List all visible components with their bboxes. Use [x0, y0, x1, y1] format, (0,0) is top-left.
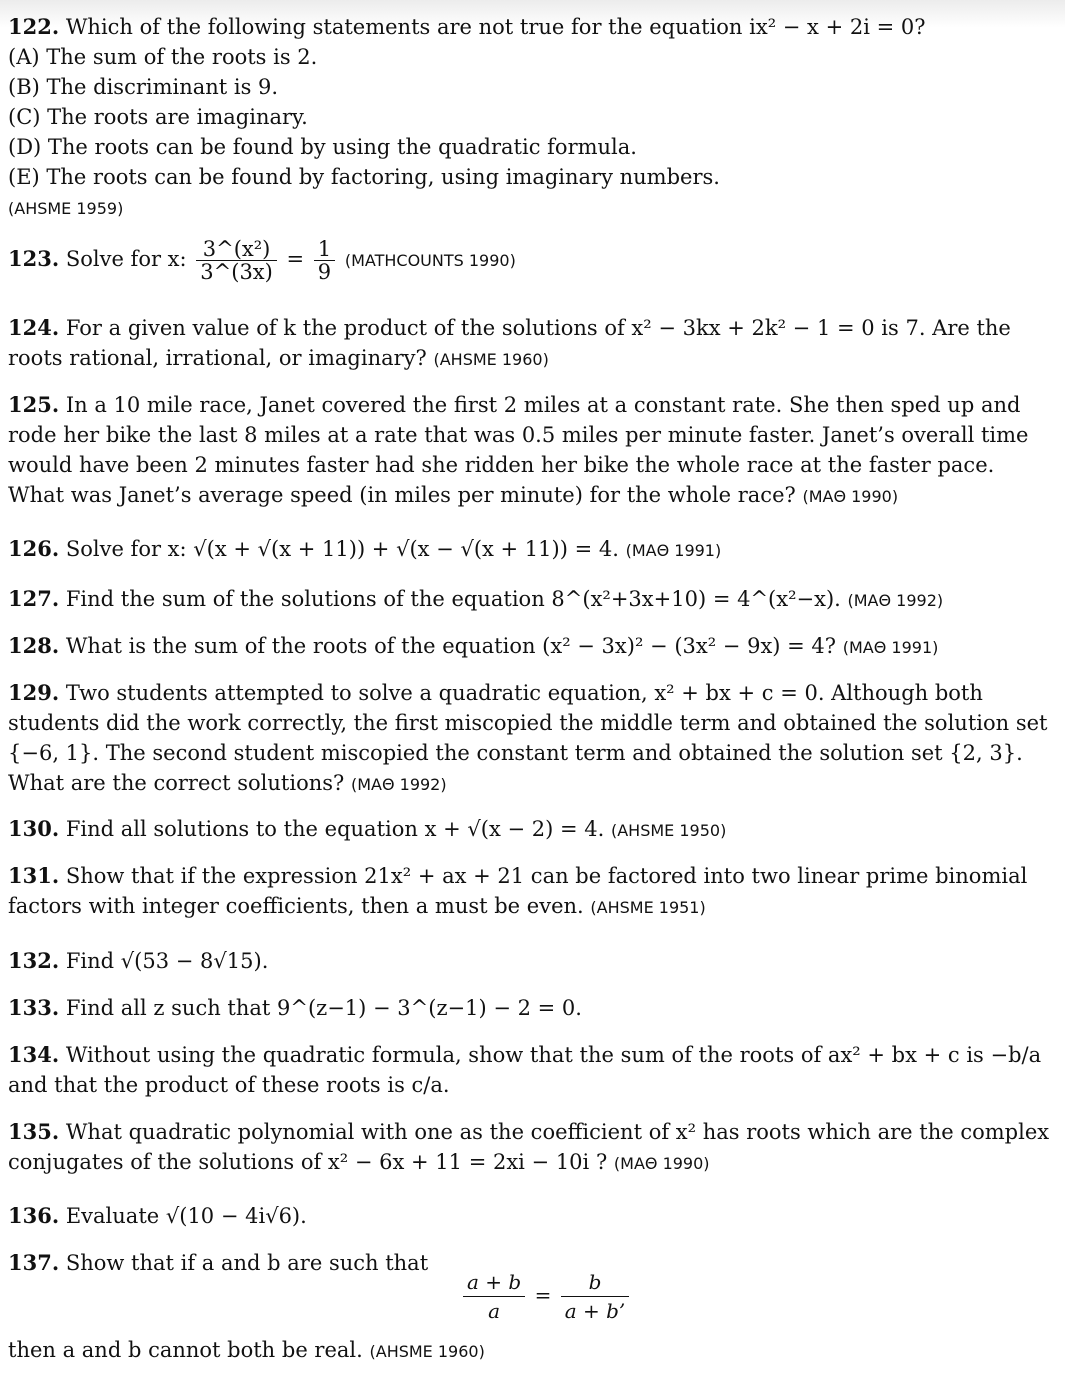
lhs-denominator: a — [488, 1299, 501, 1323]
expression: √(53 − 8√15). — [120, 949, 269, 973]
problem-number: 122. — [8, 14, 60, 39]
problem-source: (MAΘ 1991) — [842, 638, 939, 657]
problem-text: Solve for x: — [65, 247, 187, 271]
problem-number: 132. — [8, 948, 60, 973]
problem-source: (AHSME 1959) — [8, 199, 124, 218]
problem-137-conclusion — [8, 1335, 1053, 1367]
option-e: (E) The roots can be found by factoring, using imaginary numbers. — [8, 165, 720, 189]
problem-source: (MAΘ 1992) — [350, 775, 447, 794]
problem-130 — [8, 814, 1053, 846]
problem-number: 123. — [8, 246, 60, 271]
rhs-numerator: 1 — [314, 238, 335, 261]
option-d: (D) The roots can be found by using the quadratic formula. — [8, 135, 637, 159]
problem-text: Find all solutions to the equation x + √(x − 2) = 4. — [65, 817, 605, 841]
rhs-fraction — [561, 1268, 630, 1325]
problem-number: 131. — [8, 863, 60, 888]
lhs-fraction — [463, 1268, 525, 1325]
option-a: (A) The sum of the roots is 2. — [8, 45, 318, 69]
problem-text: Find the sum of the solutions of the equation — [65, 587, 545, 611]
problem-number: 126. — [8, 536, 60, 561]
problem-text: Two students attempted to solve a quadratic equation, x² + bx + c = 0. Although both students did the work correctly, the first miscopied the middle term and obtained the solution set {−6, 1}. The second student miscopied the constant term and obtained the solution set {2, 3}. What are the correct solutions? — [8, 681, 1048, 795]
problem-text: Find — [65, 949, 115, 973]
problem-132 — [8, 946, 1053, 976]
problem-text: Without using the quadratic formula, show that the sum of the roots of ax² + bx + c is −b/a and that the product of these roots is c/a. — [8, 1043, 1042, 1097]
problem-text: For a given value of k the product of the solutions of x² − 3kx + 2k² − 1 = 0 is 7. Are the roots rational, irrational, or imaginary? — [8, 316, 1011, 370]
problem-number: 137. — [8, 1250, 60, 1275]
lhs-denominator: 3^(3x) — [200, 260, 273, 284]
problem-source: (MATHCOUNTS 1990) — [344, 251, 516, 270]
lhs-fraction — [196, 238, 277, 283]
problem-127 — [8, 584, 1053, 616]
lhs-numerator: a + b — [463, 1268, 525, 1297]
equation: 8^(x²+3x+10) = 4^(x²−x). — [551, 587, 841, 611]
problem-number: 125. — [8, 392, 60, 417]
problem-text: In a 10 mile race, Janet covered the first 2 miles at a constant rate. She then sped up and rode her bike the last 8 miles at a rate that was 0.5 miles per minute faster. Janet’s overall time would have been 2 minutes faster had she ridden her bike the whole race at the faster pace. What was Janet’s average speed (in miles per minute) for the whole race? — [8, 393, 1029, 507]
rhs-numerator: b — [561, 1268, 630, 1297]
problem-text: Show that if the expression 21x² + ax + 21 can be factored into two linear prime binomial factors with integer coefficients, then a must be even. — [8, 864, 1028, 918]
problem-text: Evaluate — [65, 1204, 160, 1228]
problem-text: What quadratic polynomial with one as the coefficient of x² has roots which are the complex conjugates of the solutions of x² − 6x + 11 = 2xi − 10i ? — [8, 1120, 1050, 1174]
problem-number: 130. — [8, 816, 60, 841]
problem-source: (MAΘ 1990) — [613, 1154, 710, 1173]
problem-text: Find all z such that 9^(z−1) − 3^(z−1) − 2 = 0. — [65, 996, 582, 1020]
expression: √(10 − 4i√6). — [165, 1204, 307, 1228]
problem-131 — [8, 861, 1053, 923]
problem-135 — [8, 1117, 1053, 1179]
rhs-denominator: a + b’ — [564, 1299, 626, 1323]
problem-text: Solve for x: — [65, 537, 187, 561]
problem-text: Show that if a and b are such that — [65, 1251, 429, 1275]
problem-128 — [8, 631, 1053, 663]
display-equation: $\frac{a + b}{a}$ = $\frac{b}{a + b’}$ — [460, 1268, 632, 1325]
problem-source: (AHSME 1960) — [433, 350, 549, 369]
problem-number: 135. — [8, 1119, 60, 1144]
problem-number: 124. — [8, 315, 60, 340]
problem-122 — [8, 12, 1053, 224]
problem-124 — [8, 313, 1053, 375]
problem-source: (MAΘ 1992) — [847, 591, 944, 610]
option-b: (B) The discriminant is 9. — [8, 75, 279, 99]
problem-source: (MAΘ 1991) — [625, 541, 722, 560]
problem-source: (AHSME 1951) — [590, 898, 706, 917]
rhs-denominator: 9 — [317, 260, 332, 284]
problem-126 — [8, 534, 1053, 566]
problem-number: 133. — [8, 995, 60, 1020]
problem-number: 136. — [8, 1203, 60, 1228]
problem-123: 123. Solve for x: $\frac{\text{3\textasciicircum{}(x²)}}{3\^{}(3x)}$ = $\frac{1}{9}$ (MATHCOUNTS 1990) — [8, 237, 516, 284]
problem-text-continued: then a and b cannot both be real. — [8, 1338, 363, 1362]
problem-number: 127. — [8, 586, 60, 611]
problem-133 — [8, 993, 1053, 1023]
rhs-fraction — [314, 238, 335, 283]
lhs-numerator: 3^(x²) — [196, 238, 277, 261]
problem-125 — [8, 390, 1053, 512]
problem-134 — [8, 1040, 1053, 1100]
problem-source: (AHSME 1960) — [369, 1342, 485, 1361]
problem-text: What is the sum of the roots of the equation (x² − 3x)² − (3x² − 9x) = 4? — [65, 634, 837, 658]
problem-number: 134. — [8, 1042, 60, 1067]
problem-text: Which of the following statements are not true for the equation ix² − x + 2i = 0? — [65, 15, 926, 39]
problem-source: (MAΘ 1990) — [802, 487, 899, 506]
problem-number: 129. — [8, 680, 60, 705]
problem-source: (AHSME 1950) — [610, 821, 727, 840]
option-c: (C) The roots are imaginary. — [8, 105, 308, 129]
problem-129 — [8, 678, 1053, 800]
equation: √(x + √(x + 11)) + √(x − √(x + 11)) = 4. — [193, 537, 619, 561]
problem-136 — [8, 1201, 1053, 1231]
problem-number: 128. — [8, 633, 60, 658]
